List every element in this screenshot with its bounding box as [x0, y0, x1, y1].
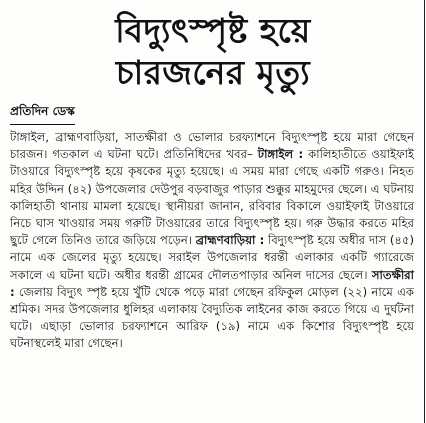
- tangail-text: কালিহাতীতে ওয়াইফাই টাওয়ারে বিদ্যুৎস্পৃষ্ট হয়ে কৃষকের মৃত্যু হয়েছে। এ সময় মারা গেছে একটি গরুও। নিহত মহির উদ্দিন (৪২) উপজেলার দেউপুর বড়বাজুর পাড়ার শুক্কুর মাহমুদের ছেলে। এ ঘটনায় কালিহাতী থানায় মামলা হয়েছে। স্থানীয়রা জানান, রবিবার বিকালে ওয়াইফাই টাওয়ারে নিচে ঘাস খাওয়ার সময় গরুটি টাওয়ারের তারে বিদ্যুৎস্পৃষ্ট হয়। গরু উদ্ধার করতে মহির ছুটে গেলে তিনিও তারে জড়িয়ে পড়েন।: [10, 147, 415, 248]
- brahmanbaria-text: বিদ্যুৎস্পৃষ্ট হয়ে অধীর দাস (৪৫) নামে এক জেলের মৃত্যু হয়েছে। সরাইল উপজেলার ধরন্তী এলাকার একটি গ্যারেজে সকালে এ ঘটনা ঘটে। অধীর ধরন্তী গ্রামের দৌলতপাড়ার অনিল দাসের ছেলে।: [10, 233, 414, 282]
- intro-text: টাঙ্গাইল, ব্রাহ্মণবাড়িয়া, সাতক্ষীরা ও ভোলার চরফ্যাশনে বিদ্যুৎস্পৃষ্ট হয়ে মারা গেছেন চারজন। গতকাল এ ঘটনা ঘটে। প্রতিনিধিদের খবর–: [10, 130, 414, 162]
- dateline-brahmanbaria: ব্রাহ্মণবাড়িয়া :: [195, 233, 265, 248]
- dateline-tangail: টাঙ্গাইল :: [257, 147, 304, 162]
- article-paragraph: [10, 129, 414, 353]
- byline: প্রতিদিন ডেস্ক: [10, 103, 75, 125]
- headline-line-2: চারজনের মৃত্যু: [115, 53, 311, 92]
- satkhira-text: জেলায় বিদ্যুৎ স্পৃষ্ট হয়ে খুঁটি থেকে পড়ে মারা গেছেন রফিকুল মোড়ল (২২) নামে এক শ্রমিক। সদর উপজেলার ধুলিহর এলাকায় বৈদ্যুতিক লাইনের কাজ করতে গিয়ে এ দুর্ঘটনা ঘটে। এছাড়া ভোলার চরফ্যাশনে আরিফ (১৯) নামে এক কিশোর বিদ্যুৎস্পৃষ্ট হয়ে ঘটনাস্থলেই মারা গেছেন।: [10, 284, 414, 351]
- article-body: [10, 129, 414, 353]
- headline-line-1: বিদ্যুৎস্পৃষ্ট হয়ে: [115, 11, 311, 50]
- dateline-satkhira: সাতক্ষীরা :: [10, 267, 415, 299]
- headline: [0, 10, 426, 94]
